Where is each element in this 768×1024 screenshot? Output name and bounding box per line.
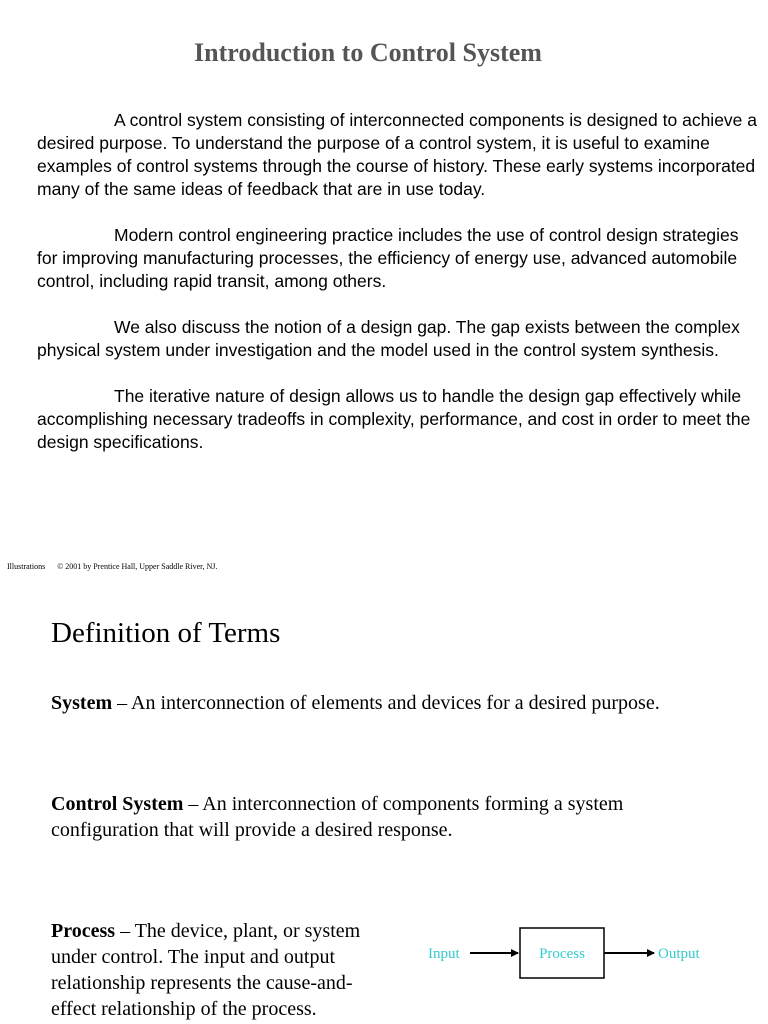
footer-label: Illustrations	[7, 562, 46, 571]
definition-term: System	[51, 692, 113, 714]
input-label: Input	[428, 946, 460, 962]
definition-process	[51, 918, 391, 1022]
definition-term: Control System	[51, 793, 184, 815]
output-label: Output	[658, 946, 700, 962]
intro-paragraph: A control system consisting of interconnected components is designed to achieve a desired purpose. To understand the purpose of a control system, it is useful to examine examples of control systems through the course of history. These early systems incorporated many of the same ideas of feedback that are in use today.	[37, 110, 758, 199]
intro-paragraph: Modern control engineering practice includes the use of control design strategies for improving manufacturing processes, the efficiency of energy use, advanced automobile control, including rapid transit, among others.	[37, 225, 739, 291]
definition-term: Process	[51, 920, 116, 942]
definition-control-system	[51, 791, 691, 843]
footer-copyright: © 2001 by Prentice Hall, Upper Saddle River, NJ.	[57, 562, 218, 571]
section-title: Definition of Terms	[51, 617, 281, 649]
definition-text: – An interconnection of components forming a system configuration that will provide a desired response.	[51, 793, 624, 841]
definition-text: – The device, plant, or system under control. The input and output relationship represents the cause-and-effect relationship of the process.	[51, 920, 361, 1020]
intro-paragraph: We also discuss the notion of a design gap. The gap exists between the complex physical system under investigation and the model used in the control system synthesis.	[37, 317, 740, 360]
page-title: Introduction to Control System	[194, 38, 542, 67]
intro-paragraph: The iterative nature of design allows us to handle the design gap effectively while accomplishing necessary tradeoffs in complexity, performance, and cost in order to meet the design specifications.	[37, 386, 751, 452]
process-block-diagram	[420, 926, 720, 982]
definition-text: – An interconnection of elements and devices for a desired purpose.	[112, 692, 660, 714]
slide-footer	[7, 562, 217, 571]
process-label: Process	[539, 946, 585, 962]
definition-system	[51, 690, 751, 716]
intro-body	[37, 109, 759, 477]
